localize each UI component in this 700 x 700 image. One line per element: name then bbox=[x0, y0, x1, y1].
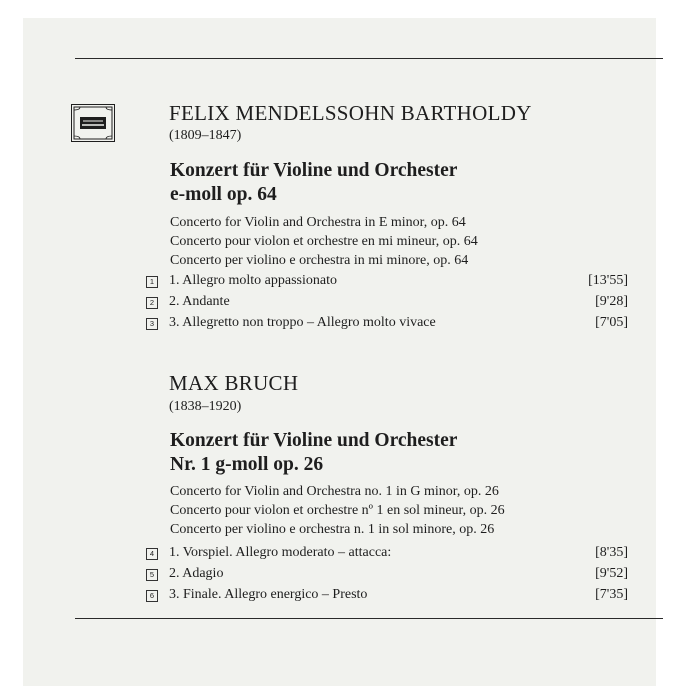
composer-dates: (1838–1920) bbox=[169, 399, 242, 414]
track-number-box: 3 bbox=[146, 318, 158, 330]
track-row bbox=[146, 566, 628, 586]
track-row bbox=[146, 545, 628, 565]
translation-french: Concerto pour violon et orchestre nº 1 en sol mineur, op. 26 bbox=[170, 503, 505, 518]
top-rule bbox=[75, 58, 663, 59]
track-row bbox=[146, 294, 628, 314]
track-title: 3. Allegretto non troppo – Allegro molto vivace bbox=[169, 315, 436, 330]
track-number-box: 6 bbox=[146, 590, 158, 602]
track-duration: [7'05] bbox=[595, 315, 628, 330]
composer-dates: (1809–1847) bbox=[169, 128, 242, 143]
work-title-key: e-moll op. 64 bbox=[170, 184, 277, 205]
track-title: 2. Andante bbox=[169, 294, 230, 309]
track-title: 2. Adagio bbox=[169, 566, 224, 581]
bottom-rule bbox=[75, 618, 663, 619]
translation-french: Concerto pour violon et orchestre en mi mineur, op. 64 bbox=[170, 234, 478, 249]
track-duration: [8'35] bbox=[595, 545, 628, 560]
booklet-page bbox=[23, 18, 656, 686]
track-number-box: 5 bbox=[146, 569, 158, 581]
track-row bbox=[146, 587, 628, 607]
title-translations bbox=[170, 482, 505, 539]
translation-english: Concerto for Violin and Orchestra no. 1 in G minor, op. 26 bbox=[170, 484, 499, 499]
work-title: Konzert für Violine und Orchester bbox=[170, 430, 458, 451]
work-title-key: Nr. 1 g-moll op. 26 bbox=[170, 454, 324, 475]
track-duration: [9'52] bbox=[595, 566, 628, 581]
track-number-box: 1 bbox=[146, 276, 158, 288]
work-title: Konzert für Violine und Orchester bbox=[170, 160, 458, 181]
track-duration: [13'55] bbox=[588, 273, 628, 288]
track-duration: [7'35] bbox=[595, 587, 628, 602]
translation-italian: Concerto per violino e orchestra in mi minore, op. 64 bbox=[170, 253, 469, 268]
track-row bbox=[146, 273, 628, 293]
track-number-box: 4 bbox=[146, 548, 158, 560]
translation-english: Concerto for Violin and Orchestra in E minor, op. 64 bbox=[170, 215, 466, 230]
track-duration: [9'28] bbox=[595, 294, 628, 309]
track-title: 1. Allegro molto appassionato bbox=[169, 273, 337, 288]
composer-name: FELIX MENDELSSOHN BARTHOLDY bbox=[169, 101, 532, 125]
title-translations bbox=[170, 213, 478, 270]
deutsche-grammophon-logo-icon bbox=[71, 104, 115, 142]
translation-italian: Concerto per violino e orchestra n. 1 in sol minore, op. 26 bbox=[170, 522, 495, 537]
composer-name: MAX BRUCH bbox=[169, 371, 299, 395]
track-title: 1. Vorspiel. Allegro moderato – attacca: bbox=[169, 545, 392, 560]
track-row bbox=[146, 315, 628, 335]
track-title: 3. Finale. Allegro energico – Presto bbox=[169, 587, 368, 602]
track-number-box: 2 bbox=[146, 297, 158, 309]
